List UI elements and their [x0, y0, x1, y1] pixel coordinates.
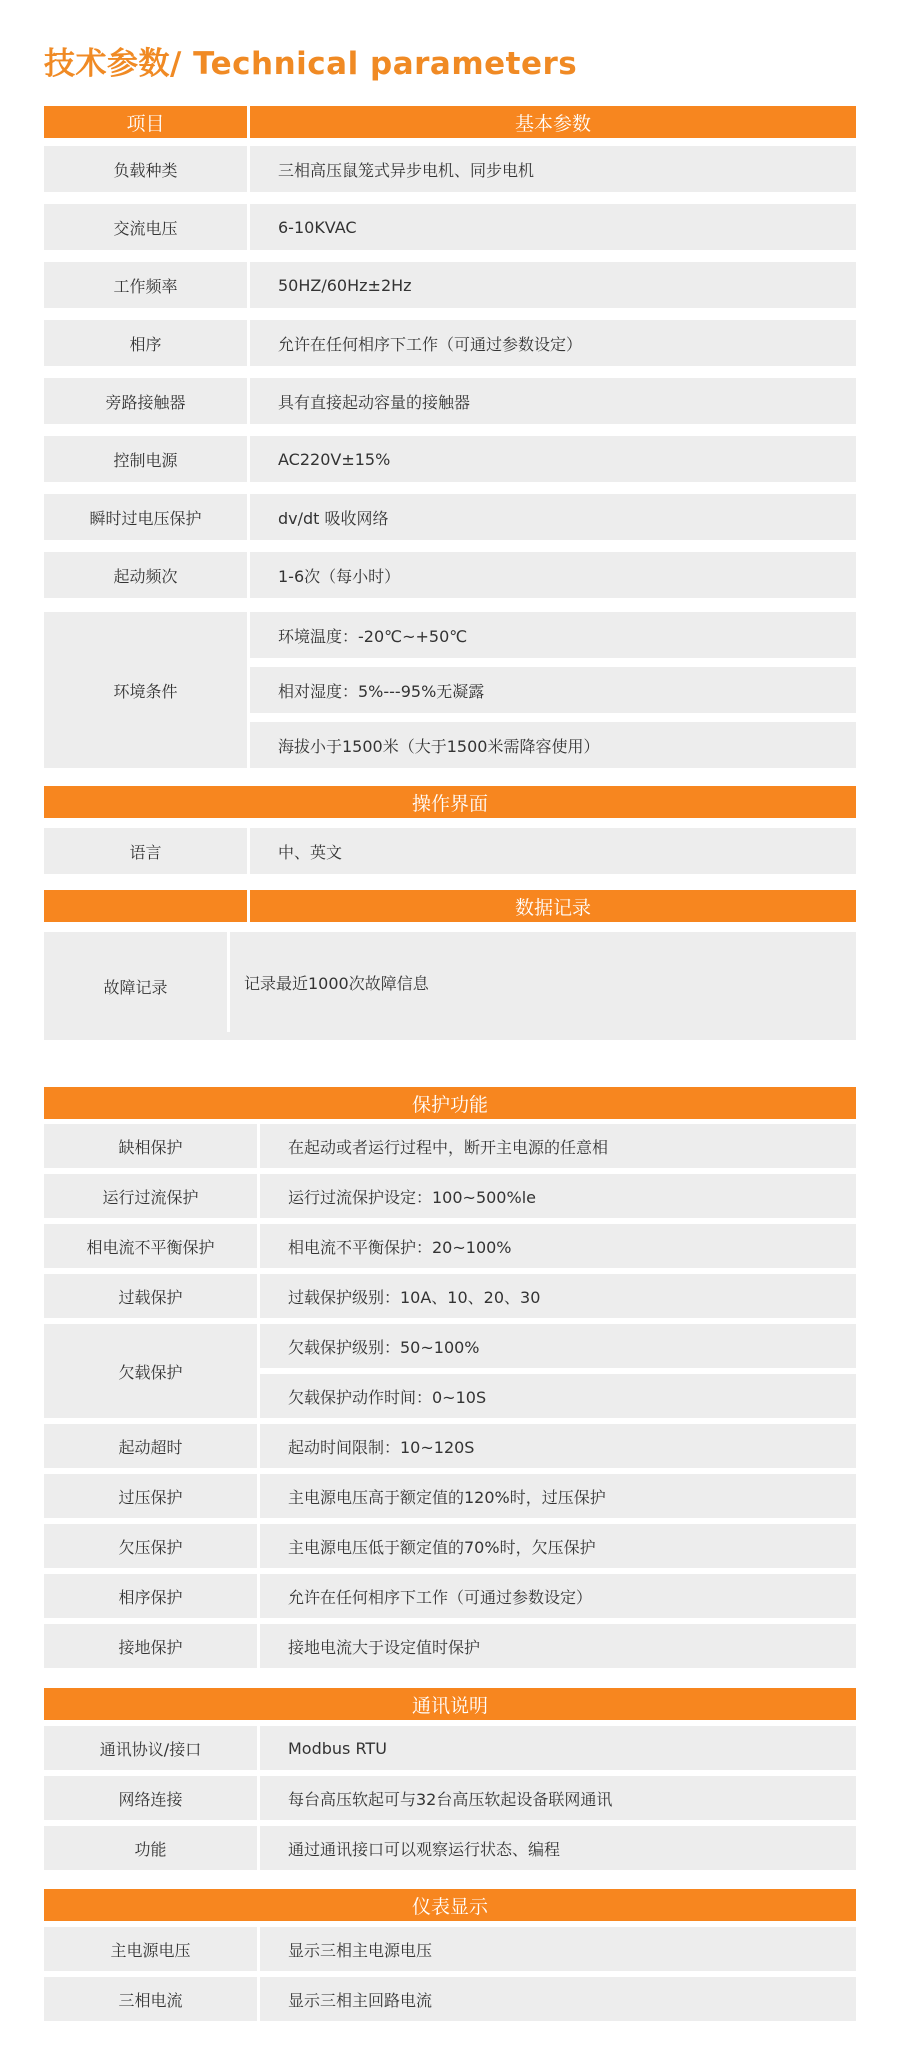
row-value: 运行过流保护设定：100~500%le	[260, 1174, 856, 1218]
row-value: 通过通讯接口可以观察运行状态、编程	[260, 1826, 856, 1870]
row-value: 过载保护级别：10A、10、20、30	[260, 1274, 856, 1318]
row-value: 每台高压软起可与32台高压软起设备联网通讯	[260, 1776, 856, 1820]
table-row	[44, 1826, 856, 1870]
table-row	[44, 1776, 856, 1820]
row-value: Modbus RTU	[260, 1726, 856, 1770]
row-value: 相电流不平衡保护：20~100%	[260, 1224, 856, 1268]
underload-group	[44, 1324, 856, 1418]
row-label: 负载种类	[44, 146, 247, 192]
row-value: 接地电流大于设定值时保护	[260, 1624, 856, 1668]
row-value: 6-10KVAC	[250, 204, 856, 250]
env-value: 海拔小于1500米（大于1500米需降容使用）	[250, 722, 856, 768]
comm-header: 通讯说明	[411, 1694, 488, 1717]
row-label: 相电流不平衡保护	[44, 1224, 257, 1268]
env-label: 环境条件	[44, 612, 247, 768]
table-row	[44, 1124, 856, 1168]
row-label: 旁路接触器	[44, 378, 247, 424]
env-value: 环境温度：-20℃~+50℃	[250, 612, 856, 658]
tech-header-bar	[44, 106, 856, 138]
row-label: 通讯协议/接口	[44, 1726, 257, 1770]
row-label: 接地保护	[44, 1624, 257, 1668]
comm-header-bar	[44, 1688, 856, 1720]
row-label: 运行过流保护	[44, 1174, 257, 1218]
meter-header: 仪表显示	[411, 1895, 488, 1918]
row-value: 主电源电压高于额定值的120%时，过压保护	[260, 1474, 856, 1518]
table-row	[44, 1977, 856, 2021]
underload-value: 欠载保护级别：50~100%	[260, 1324, 856, 1368]
header-item: 项目	[126, 112, 165, 135]
row-label: 网络连接	[44, 1776, 257, 1820]
row-value: 1-6次（每小时）	[250, 552, 856, 598]
row-label: 起动超时	[44, 1424, 257, 1468]
row-label: 工作频率	[44, 262, 247, 308]
row-label: 语言	[44, 828, 247, 874]
row-label: 故障记录	[44, 932, 227, 1040]
row-label: 控制电源	[44, 436, 247, 482]
meter-header-bar	[44, 1889, 856, 1921]
row-label: 相序保护	[44, 1574, 257, 1618]
row-value: 显示三相主电源电压	[260, 1927, 856, 1971]
row-label: 过载保护	[44, 1274, 257, 1318]
table-row	[44, 378, 856, 424]
protection-header-bar	[44, 1087, 856, 1119]
table-row	[44, 1927, 856, 1971]
table-row	[44, 1474, 856, 1518]
table-row	[44, 828, 856, 874]
table-row	[44, 1624, 856, 1668]
table-row	[44, 552, 856, 598]
row-label: 交流电压	[44, 204, 247, 250]
table-row	[44, 204, 856, 250]
row-label: 缺相保护	[44, 1124, 257, 1168]
env-value: 相对湿度：5%---95%无凝露	[250, 667, 856, 713]
table-row	[44, 1524, 856, 1568]
env-group	[44, 612, 856, 768]
row-label: 功能	[44, 1826, 257, 1870]
row-label: 三相电流	[44, 1977, 257, 2021]
row-value: 显示三相主回路电流	[260, 1977, 856, 2021]
table-row	[44, 932, 856, 1040]
row-label: 相序	[44, 320, 247, 366]
row-value: 允许在任何相序下工作（可通过参数设定）	[250, 320, 856, 366]
row-label: 起动频次	[44, 552, 247, 598]
protection-header: 保护功能	[411, 1093, 488, 1116]
row-value: 起动时间限制：10~120S	[260, 1424, 856, 1468]
table-row	[44, 146, 856, 192]
row-value: 具有直接起动容量的接触器	[250, 378, 856, 424]
ui-header: 操作界面	[411, 792, 488, 815]
page-title: 技术参数/ Technical parameters	[44, 46, 578, 82]
header-basic: 基本参数	[247, 106, 856, 138]
row-label: 主电源电压	[44, 1927, 257, 1971]
row-label: 欠压保护	[44, 1524, 257, 1568]
table-row	[44, 436, 856, 482]
table-row	[44, 1726, 856, 1770]
table-row	[44, 1574, 856, 1618]
record-header: 数据记录	[247, 890, 856, 922]
record-header-empty	[44, 890, 247, 922]
row-value: AC220V±15%	[250, 436, 856, 482]
table-row	[44, 1224, 856, 1268]
table-row	[44, 262, 856, 308]
table-row	[44, 320, 856, 366]
row-value: 50HZ/60Hz±2Hz	[250, 262, 856, 308]
row-value: 三相高压鼠笼式异步电机、同步电机	[250, 146, 856, 192]
row-value: 在起动或者运行过程中，断开主电源的任意相	[260, 1124, 856, 1168]
underload-label: 欠载保护	[44, 1324, 257, 1418]
table-row	[44, 1424, 856, 1468]
row-value: 主电源电压低于额定值的70%时，欠压保护	[260, 1524, 856, 1568]
row-value: 记录最近1000次故障信息	[227, 932, 856, 1032]
underload-value: 欠载保护动作时间：0~10S	[260, 1374, 856, 1418]
table-row	[44, 1174, 856, 1218]
row-value: 中、英文	[250, 828, 856, 874]
table-row	[44, 1274, 856, 1318]
row-value: 允许在任何相序下工作（可通过参数设定）	[260, 1574, 856, 1618]
row-value: dv/dt 吸收网络	[250, 494, 856, 540]
record-header-bar	[44, 890, 856, 922]
row-label: 瞬时过电压保护	[44, 494, 247, 540]
row-label: 过压保护	[44, 1474, 257, 1518]
ui-header-bar	[44, 786, 856, 818]
table-row	[44, 494, 856, 540]
